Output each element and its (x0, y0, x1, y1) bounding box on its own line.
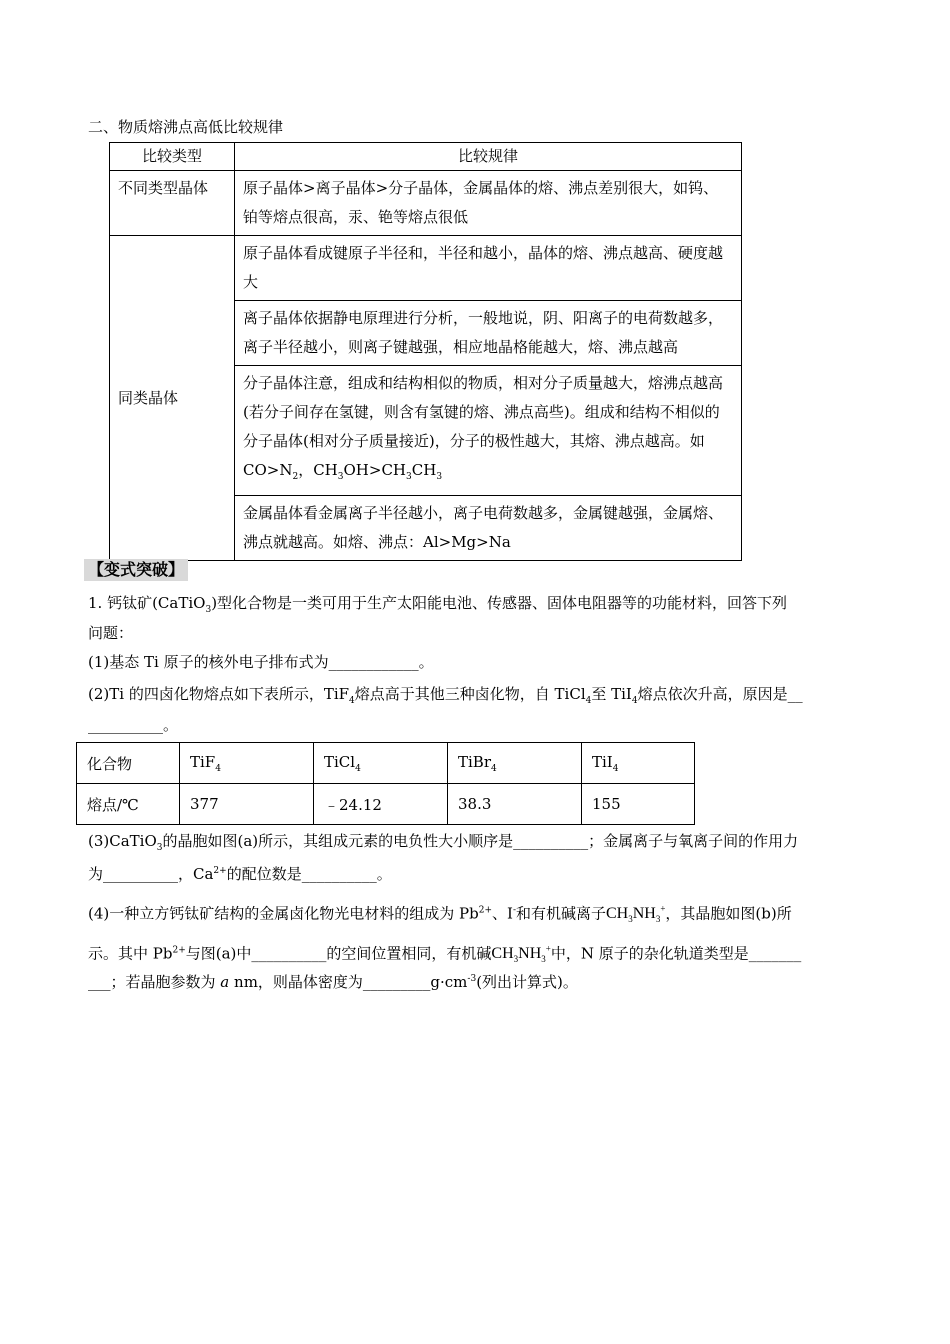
melting-point-value: 155 (582, 784, 695, 825)
table-row (110, 171, 742, 236)
question-part-4-end: ___；若晶胞参数为 a nm，则晶体密度为$\_\_\_\_\_\_\_\_\_g\cdot cm^{-3}$(列出计算式)。 (88, 973, 578, 991)
question-intro-cont: 问题： (88, 624, 134, 642)
rule-metallic: 金属晶体看金属离子半径越小，离子电荷数越多，金属键越强，金属熔、沸点就越高。如熔、沸点：Al>Mg>Na (235, 496, 742, 561)
melting-point-value: 377 (180, 784, 314, 825)
question-part-2: (2)Ti 的四卤化物熔点如下表所示，TiF$_4$熔点高于其他三种卤化物，自 TiCl$_4$至 TiI$_4$熔点依次升高，原因是__ (88, 685, 803, 706)
section-heading: 二、物质熔沸点高低比较规律 (88, 118, 284, 136)
question-part-4: (4)一种立方钙钛矿结构的金属卤化物光电材料的组成为 $Pb^{2+}$、I-和有机碱离子$CH_3NH_3^+$，其晶胞如图(b)所 (88, 904, 792, 925)
rule-atomic: 原子晶体看成键原子半径和，半径和越小，晶体的熔、沸点越高、硬度越大 (235, 236, 742, 301)
melting-point-value: ﹣24.12 (314, 784, 448, 825)
compound-cell: TiBr$_4$ (448, 743, 582, 784)
question-part-4-cont: 示。其中 $Pb^{2+}$与图(a)中__________的空间位置相同，有机碱$CH_3NH_3^+$中，N 原子的杂化轨道类型是_______ (88, 944, 802, 965)
compound-header: 化合物 (77, 743, 180, 784)
methylammonium-formula: $CH_3NH_3^+$ (606, 904, 666, 925)
rule-different-types: 原子晶体>离子晶体>分子晶体，金属晶体的熔、沸点差别很大，如钨、铂等熔点很高，汞、铯等熔点很低 (235, 171, 742, 236)
rule-ionic: 离子晶体依据静电原理进行分析，一般地说，阴、阳离子的电荷数越多，离子半径越小，则离子键越强，相应地晶格能越大，熔、沸点越高 (235, 301, 742, 366)
question-part-3: (3)CaTiO$_3$的晶胞如图(a)所示，其组成元素的电负性大小顺序是__________；金属离子与氧离子间的作用力 (88, 832, 799, 853)
table-row (77, 784, 695, 825)
compound-cell: TiI$_4$ (582, 743, 695, 784)
melting-point-header: 熔点/℃ (77, 784, 180, 825)
comparison-rules-table (109, 142, 742, 561)
row-type-same: 同类晶体 (110, 236, 235, 561)
question-part-2-cont: __________。 (88, 716, 179, 734)
compound-cell: TiF$_4$ (180, 743, 314, 784)
melting-point-value: 38.3 (448, 784, 582, 825)
compound-cell: TiCl$_4$ (314, 743, 448, 784)
header-rule: 比较规律 (235, 143, 742, 171)
question-intro: 1. 钙钛矿(CaTiO$_3$)型化合物是一类可用于生产太阳能电池、传感器、固体电阻器等的功能材料，回答下列 (88, 594, 788, 615)
table-row (77, 743, 695, 784)
rule-molecular: 分子晶体注意，组成和结构相似的物质，相对分子质量越大，熔沸点越高(若分子间存在氢键，则含有氢键的熔、沸点高些)。组成和结构不相似的分子晶体(相对分子质量接近)，分子的极性越大，其熔、沸点越高。如 $CO>N_2$，$CH_3OH>CH_3CH_3$ (235, 366, 742, 496)
melting-point-table (76, 742, 695, 825)
question-part-3-cont: 为__________，$Ca^{2+}$的配位数是__________。 (88, 865, 392, 883)
question-part-1: (1)基态 Ti 原子的核外电子排布式为____________。 (88, 653, 434, 671)
table-row (110, 143, 742, 171)
table-row (110, 236, 742, 301)
variant-breakthrough-badge: 【变式突破】 (84, 559, 188, 581)
row-type-different: 不同类型晶体 (110, 171, 235, 236)
header-type: 比较类型 (110, 143, 235, 171)
methylammonium-formula: $CH_3NH_3^+$ (491, 944, 551, 965)
